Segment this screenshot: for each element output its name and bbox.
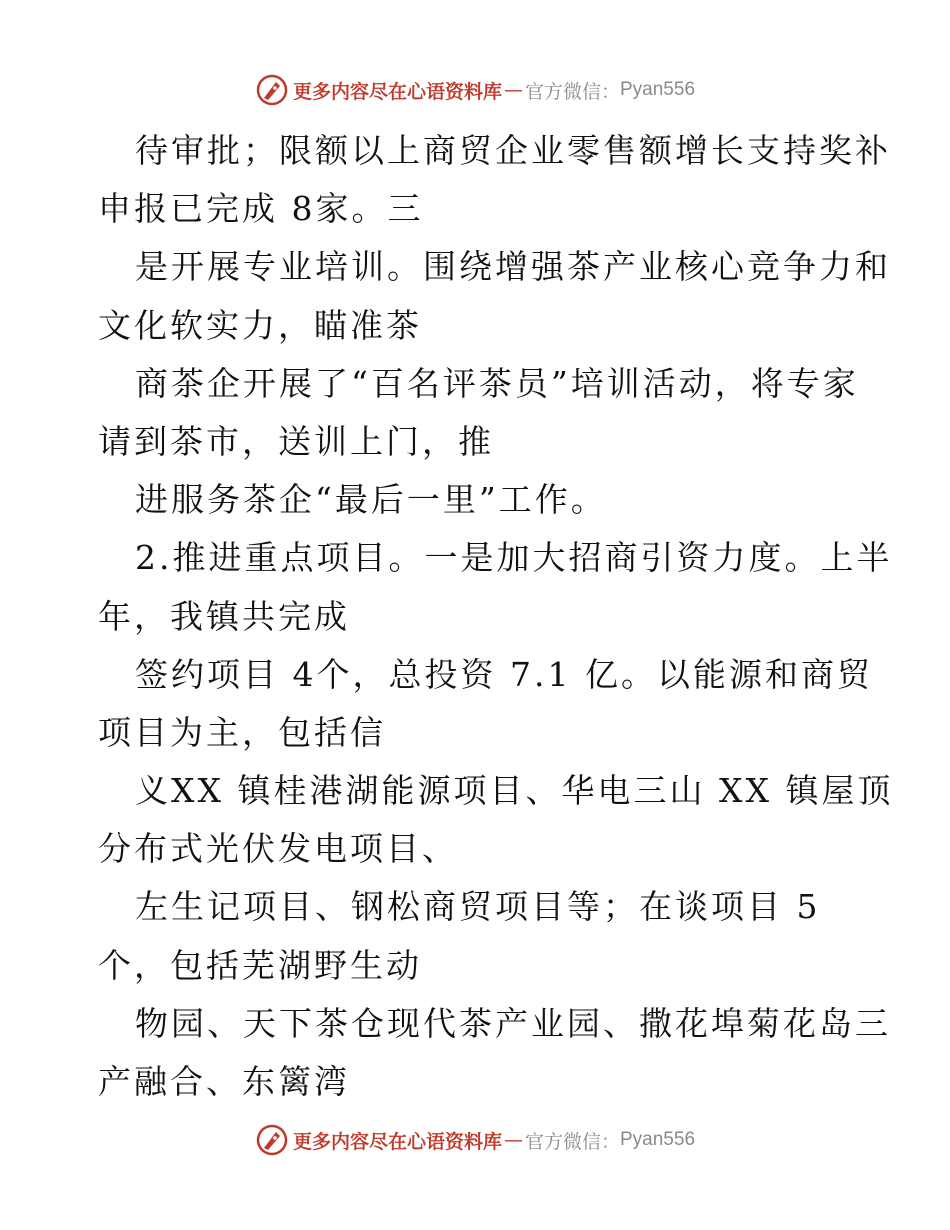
- text-line: 个，包括芜湖野生动: [98, 945, 422, 985]
- text-line: 年，我镇共完成: [98, 596, 350, 636]
- text-line: 签约项目 4个，总投资 7.1 亿。以能源和商贸: [135, 654, 873, 694]
- document-body: [98, 122, 894, 1111]
- text-line: 进服务茶企“最后一里”工作。: [135, 480, 607, 520]
- text-line: 分布式光伏发电项目、: [98, 829, 458, 869]
- watermark-brand: 更多内容尽在心语资料库: [292, 80, 502, 103]
- text-line: 义XX 镇桂港湖能源项目、华电三山 XX 镇屋顶: [135, 771, 894, 811]
- text-line: 产融合、东篱湾: [98, 1062, 350, 1101]
- text-line: 左生记项目、钢松商贸项目等；在谈项目 5: [135, 887, 821, 927]
- watermark-dash: —: [503, 79, 523, 101]
- text-line: 申报已完成 8家。三: [98, 189, 424, 229]
- pen-nib-seal-icon: [255, 73, 289, 107]
- text-line: 2.推进重点项目。一是加大招商引资力度。上半: [135, 538, 893, 578]
- footer-watermark: [0, 1120, 950, 1160]
- text-line: 物园、天下茶仓现代茶产业园、撒花埠菊花岛三: [135, 1003, 891, 1043]
- text-line: 文化软实力，瞄准茶: [98, 305, 422, 345]
- text-line: 商茶企开展了“百名评茶员”培训活动，将专家: [135, 363, 859, 403]
- watermark-label: 官方微信：: [524, 80, 620, 103]
- text-line: 项目为主，包括信: [98, 712, 386, 752]
- watermark-wechat-id: Pyan556: [620, 79, 696, 100]
- text-line: 待审批；限额以上商贸企业零售额增长支持奖补: [135, 131, 891, 170]
- header-watermark: [0, 70, 950, 110]
- watermark-label: 官方微信：: [524, 1130, 620, 1153]
- watermark-dash: —: [503, 1129, 523, 1151]
- text-line: 请到茶市，送训上门，推: [98, 421, 494, 461]
- pen-nib-seal-icon: [255, 1123, 289, 1157]
- text-line: 是开展专业培训。围绕增强茶产业核心竞争力和: [135, 247, 891, 287]
- watermark-brand: 更多内容尽在心语资料库: [292, 1130, 502, 1153]
- watermark-wechat-id: Pyan556: [620, 1129, 696, 1150]
